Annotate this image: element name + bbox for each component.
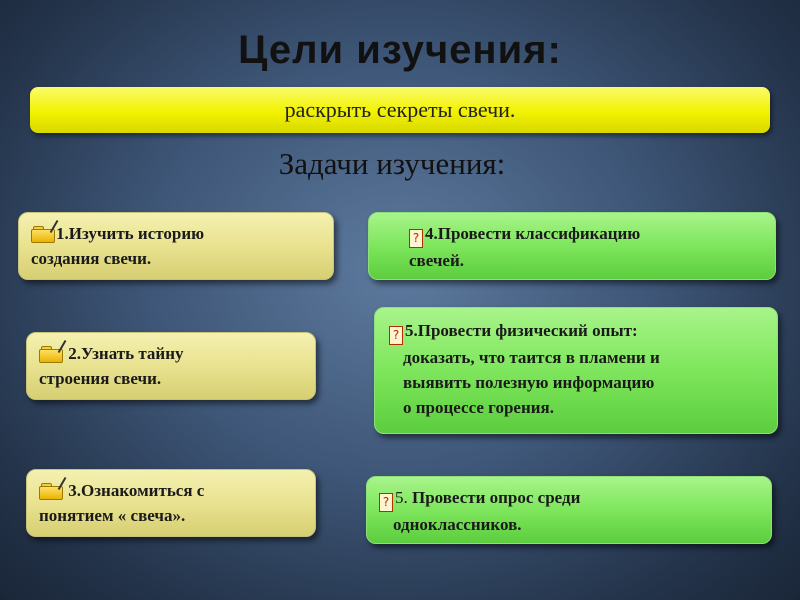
task-4-line-1: ? 4.Провести классификацию [409,221,763,248]
bullet-icon: ? [379,493,393,512]
task-5-line-3: выявить полезную информацию [403,373,655,392]
task-box-1 [18,212,334,280]
task-box-2 [26,332,316,400]
bullet-icon: ? [409,229,423,248]
task-4-line-2: свечей. [409,251,465,270]
task-3-line-1: 3.Ознакомиться с [39,478,303,503]
task-box-5 [374,307,778,434]
tasks-heading: Задачи изучения: [278,146,506,181]
task-5-line-2: доказать, что таится в пламени и [403,348,660,367]
task-2-line-1: 2.Узнать тайну [39,341,303,366]
task-6-line-1: ? 5. Провести опрос среди [379,485,759,512]
bullet-icon: ? [389,326,403,345]
task-1-line-1: 1.Изучить историю [31,221,321,246]
slide-title: Цели изучения: [238,28,562,72]
task-5-line-1: ? 5.Провести физический опыт: [389,318,765,345]
goal-text: раскрыть секреты свечи. [284,97,516,122]
task-box-4 [368,212,776,280]
folder-check-icon [39,345,61,361]
folder-check-icon [39,482,61,498]
task-5-line-4: о процессе горения. [403,398,554,417]
folder-check-icon [31,225,53,241]
task-3-line-2: понятием « свеча». [39,506,186,525]
task-1-line-2: создания свечи. [31,249,152,268]
task-2-line-2: строения свечи. [39,369,162,388]
task-box-6 [366,476,772,544]
task-6-line-2: одноклассников. [393,515,522,534]
goal-bar [30,87,770,133]
task-box-3 [26,469,316,537]
